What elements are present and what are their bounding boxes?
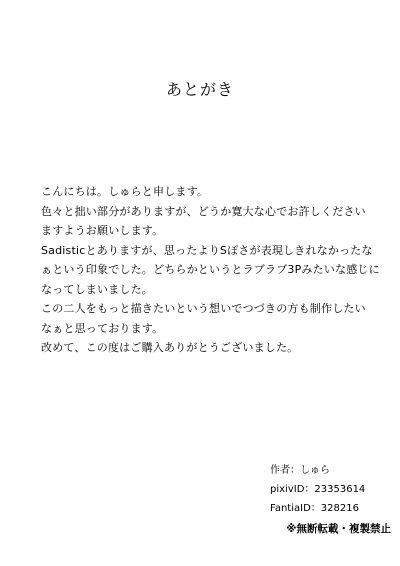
body-line: ますようお願いします。 [41, 224, 164, 237]
author-name: 作者：しゅら [270, 465, 330, 476]
author-credits [270, 461, 395, 518]
body-line: この二人をもっと描きたいという想いでつづきの方も制作したい [41, 302, 366, 315]
body-line: 色々と拙い部分がありますが、どうか寛大な心でお許しください [41, 204, 366, 218]
body-line: なってしまいました。 [41, 282, 153, 296]
reprint-notice: ※無断転載・複製禁止 [286, 523, 391, 535]
page-title: あとがき [165, 80, 234, 99]
body-line: ぁという印象でした。どちらかというとラブラブ3Pみたいな感じに [41, 263, 380, 276]
body-line: なぁと思っております。 [41, 321, 164, 335]
body-line: Sadisticとありますが、思ったよりSぽさが表現しきれなかったな [41, 243, 373, 257]
body-line: 改めて、この度はご購入ありがとうございました。 [41, 341, 299, 354]
fantia-id: FantiaID：328216 [270, 503, 359, 514]
body-line: こんにちは。しゅらと申します。 [41, 185, 209, 198]
pixiv-id: pixivID：23353614 [270, 484, 366, 495]
afterword-body [41, 182, 391, 358]
